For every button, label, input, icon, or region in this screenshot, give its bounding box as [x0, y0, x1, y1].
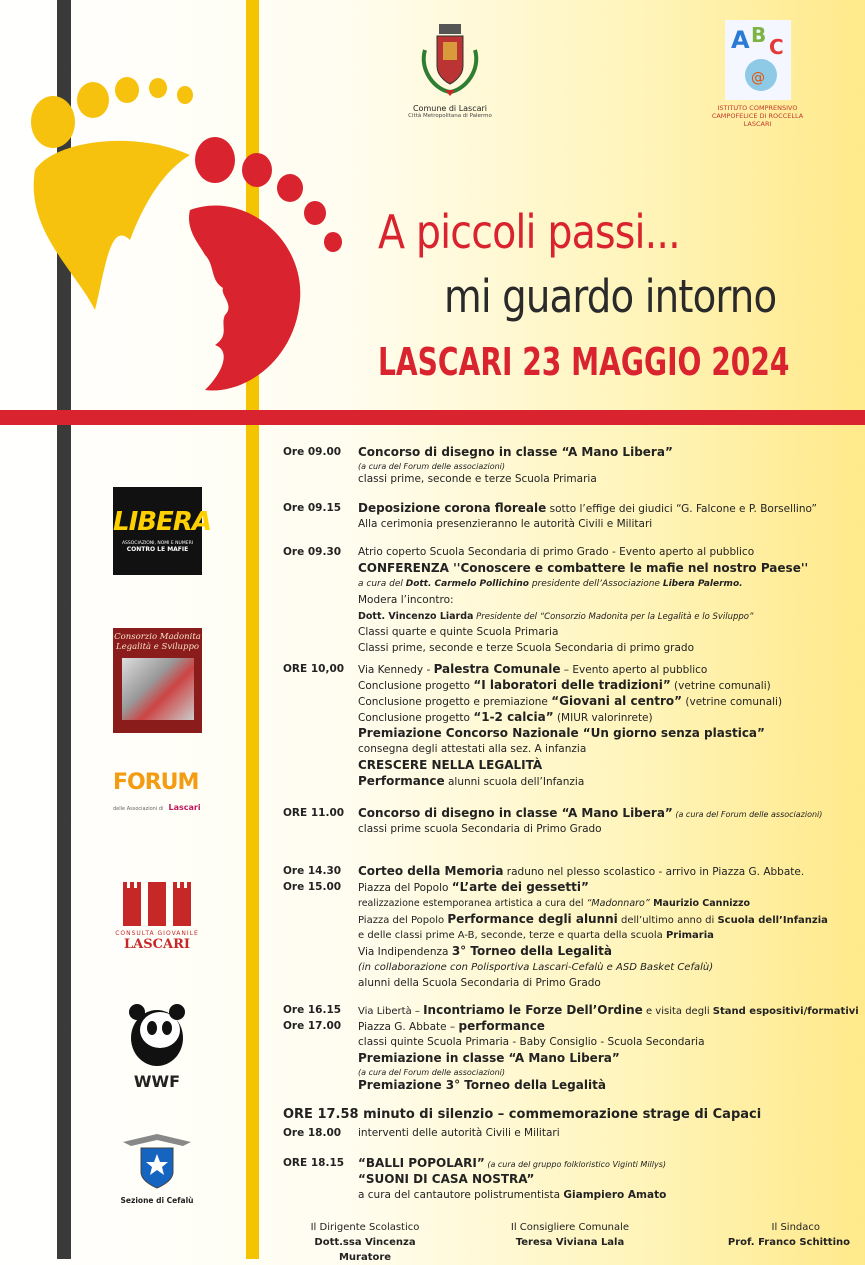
event-text: Conclusione progetto — [358, 680, 474, 692]
cai-logo — [113, 1130, 201, 1210]
svg-text:A: A — [730, 26, 750, 54]
consorzio-line1: Consorzio Madonita — [114, 632, 201, 642]
forum-text — [113, 770, 203, 795]
cai-emblem-icon — [113, 1130, 201, 1192]
event-time: ORE 10,00 — [283, 663, 345, 675]
event-time: Ore 17.00 — [283, 1020, 342, 1032]
comune-logo — [405, 20, 495, 119]
towers-icon — [113, 878, 201, 926]
event-text: – Evento aperto al pubblico — [560, 664, 708, 676]
coat-of-arms-icon — [415, 20, 485, 100]
event-title: Premiazione Concorso Nazionale “Un giorno senza plastica” — [358, 726, 765, 740]
moderator-name: Dott. Vincenzo Liarda — [358, 611, 474, 622]
event-text: presidente dell’Associazione — [528, 579, 663, 589]
event-title: Incontriamo le Forze Dell’Ordine — [423, 1003, 643, 1017]
consulta-logo — [113, 878, 201, 950]
consorzio-logo — [113, 628, 202, 733]
event-detail: Modera l’incontro: — [358, 594, 454, 606]
event-text: Conclusione progetto — [358, 712, 474, 724]
event-text: e delle classi prime A-B, seconde, terze e quarta della scuola — [358, 930, 666, 941]
footprints-illustration — [15, 70, 355, 400]
event-time: Ore 16.15 — [283, 1004, 342, 1016]
comune-sub: Città Metropolitana di Palermo — [408, 113, 492, 119]
org-name: Libera Palermo. — [662, 579, 743, 589]
school-name: Scuola dell’Infanzia — [717, 915, 828, 926]
libera-logo — [113, 487, 211, 575]
project-name: “Giovani al centro” — [551, 694, 683, 708]
event-text: Piazza del Popolo — [358, 915, 448, 926]
event-text: Via Kennedy - — [358, 664, 434, 676]
event-time: Ore 14.30 — [283, 865, 342, 877]
commemoration-headline: ORE 17.58 minuto di silenzio – commemorazione strage di Capaci — [283, 1107, 762, 1122]
event-title: “L’arte dei gessetti” — [451, 880, 589, 894]
event-title-quote: “A Mano Libera” — [561, 445, 673, 459]
signature-role: Il Dirigente Scolastico — [310, 1222, 420, 1233]
project-name: “1-2 calcia” — [473, 710, 554, 724]
event-text: Via Libertà – — [358, 1006, 424, 1017]
istituto-logo — [705, 20, 810, 128]
forum-sub: delle Associazioni di — [113, 806, 164, 812]
event-note: (a cura del Forum delle associazioni) — [672, 810, 823, 819]
ic-line2: CAMPOFELICE DI ROCCELLA — [711, 112, 804, 120]
event-title: Premiazione 3° Torneo della Legalità — [358, 1078, 606, 1092]
libera-sub2: CONTRO LE MAFIE — [126, 546, 189, 553]
wwf-text: WWF — [133, 1072, 181, 1091]
event-text: Conclusione progetto e premiazione — [358, 696, 552, 708]
event-title: Performance — [358, 774, 445, 788]
ic-line3: LASCARI — [743, 120, 772, 128]
libera-sub1: ASSOCIAZIONI, NOMI E NUMERI — [121, 541, 194, 546]
event-note: (a cura del Forum delle associazioni) — [358, 462, 506, 471]
event-time: Ore 18.00 — [283, 1127, 342, 1139]
ic-line1: ISTITUTO COMPRENSIVO — [717, 104, 798, 112]
event-text: Piazza G. Abbate – — [358, 1021, 459, 1033]
event-audience: classi quinte Scuola Primaria - Baby Consiglio - Scuola Secondaria — [358, 1036, 705, 1048]
yellow-footprint — [31, 77, 193, 310]
event-time: ORE 11.00 — [283, 807, 345, 819]
moderator-role: Presidente del “Consorzio Madonita per la Legalità e lo Sviluppo” — [473, 612, 754, 622]
event-title: Premiazione in classe “A Mano Libera” — [358, 1051, 620, 1065]
panda-icon — [122, 1000, 192, 1068]
event-detail: interventi delle autorità Civili e Militari — [358, 1127, 560, 1139]
consulta-line2: LASCARI — [124, 937, 190, 952]
forum-place: Lascari — [168, 803, 201, 812]
event-title: Corteo della Memoria — [358, 864, 504, 878]
event-title: Performance degli alunni — [447, 912, 618, 926]
event-note: (in collaborazione con Polisportiva Lascari-Cefalù e ASD Basket Cefalù) — [358, 962, 714, 973]
main-title: A piccoli passi... — [378, 205, 680, 259]
horizontal-bar-red — [0, 410, 865, 425]
event-audience: Classi quarte e quinte Scuola Primaria — [358, 626, 559, 638]
project-name: “I laboratori delle tradizioni” — [473, 678, 671, 692]
event-time: ORE 18.15 — [283, 1157, 345, 1169]
signature-role: Il Sindaco — [771, 1222, 820, 1233]
consulta-line1: CONSULTA GIOVANILE — [115, 930, 199, 937]
signature-role: Il Consigliere Comunale — [510, 1222, 630, 1233]
forum-logo — [113, 770, 203, 820]
event-time: Ore 15.00 — [283, 881, 342, 893]
event-audience: alunni della Scuola Secondaria di Primo Grado — [358, 977, 601, 989]
event-title: “BALLI POPOLARI” — [358, 1156, 485, 1170]
cai-text: Sezione di Cefalù — [120, 1196, 194, 1205]
svg-text:@: @ — [750, 70, 765, 86]
school-name: Primaria — [665, 930, 714, 941]
event-text: e visita degli — [642, 1006, 713, 1017]
event-text: Via Indipendenza — [358, 946, 452, 958]
event-desc: sotto l’effige dei giudici “G. Falcone e P. Borsellino” — [546, 503, 817, 515]
signature-sindaco — [700, 1220, 850, 1250]
event-title: Deposizione corona floreale — [358, 501, 547, 515]
event-text: (MIUR valorinrete) — [553, 712, 653, 724]
wwf-logo — [122, 1000, 192, 1090]
event-text: Piazza del Popolo — [358, 882, 452, 894]
main-subtitle: mi guardo intorno — [444, 270, 777, 323]
event-text: dell’ultimo anno di — [617, 915, 718, 926]
signature-name: Teresa Viviana Lala — [515, 1237, 625, 1248]
event-title: CONFERENZA ''Conoscere e combattere le mafie nel nostro Paese'' — [358, 561, 809, 575]
event-title: Stand espositivi/formativi — [712, 1006, 859, 1017]
event-title: CRESCERE NELLA LEGALITÀ — [358, 758, 543, 772]
signature-name: Prof. Franco Schittino — [727, 1237, 850, 1248]
event-time: Ore 09.00 — [283, 446, 342, 458]
svg-text:B: B — [750, 23, 766, 47]
event-date: LASCARI 23 MAGGIO 2024 — [378, 340, 790, 384]
artist-name: Maurizio Cannizzo — [649, 898, 751, 909]
event-location: Atrio coperto Scuola Secondaria di primo Grado - Evento aperto al pubblico — [358, 546, 755, 558]
event-title: 3° Torneo della Legalità — [451, 944, 612, 958]
event-time: Ore 09.30 — [283, 546, 342, 558]
forum-main: FORUM — [113, 770, 199, 795]
event-title: performance — [458, 1019, 545, 1033]
event-title: Concorso di disegno in classe — [358, 445, 562, 459]
event-text: a cura del cantautore polistrumentista — [358, 1189, 564, 1201]
event-text: raduno nel plesso scolastico - arrivo in Piazza G. Abbate. — [503, 866, 805, 878]
signature-consigliere — [495, 1220, 645, 1250]
speaker-name: Dott. Carmelo Pollichino — [405, 579, 529, 589]
event-audience: classi prime scuola Secondaria di Primo Grado — [358, 823, 602, 835]
event-text: “Madonnaro” — [586, 898, 650, 909]
event-text: realizzazione estemporanea artistica a cura del — [358, 898, 587, 909]
event-detail: consegna degli attestati alla sez. A infanzia — [358, 743, 587, 755]
event-title: Concorso di disegno in classe “A Mano Libera” — [358, 806, 673, 820]
signature-name: Dott.ssa Vincenza Muratore — [314, 1237, 416, 1263]
event-text: (vetrine comunali) — [682, 696, 783, 708]
event-time: Ore 09.15 — [283, 502, 342, 514]
artist-name: Giampiero Amato — [563, 1189, 667, 1201]
red-footprint — [189, 137, 342, 390]
signature-dirigente — [295, 1220, 435, 1265]
event-title: “SUONI DI CASA NOSTRA” — [358, 1172, 535, 1186]
event-note: (a cura del Forum delle associazioni) — [358, 1068, 506, 1077]
abc-logo-icon — [725, 20, 791, 100]
event-detail: Alla cerimonia presenzieranno le autorità Civili e Militari — [358, 518, 653, 530]
consorzio-line2: Legalità e Sviluppo — [115, 642, 200, 652]
comune-name: Comune di Lascari — [412, 104, 488, 113]
event-audience: classi prime, seconde e terze Scuola Primaria — [358, 473, 597, 485]
libera-text: LIBERA — [113, 507, 211, 537]
event-audience: Classi prime, seconde e terze Scuola Secondaria di primo grado — [358, 642, 694, 654]
event-location: Palestra Comunale — [433, 662, 561, 676]
event-note: (a cura del gruppo folkloristico Viginti Millys) — [484, 1160, 667, 1169]
event-text: alunni scuola dell’Infanzia — [444, 776, 585, 788]
event-text: a cura del — [358, 579, 406, 589]
consorzio-artwork — [122, 658, 194, 720]
event-text: (vetrine comunali) — [670, 680, 771, 692]
svg-text:C: C — [768, 35, 784, 59]
